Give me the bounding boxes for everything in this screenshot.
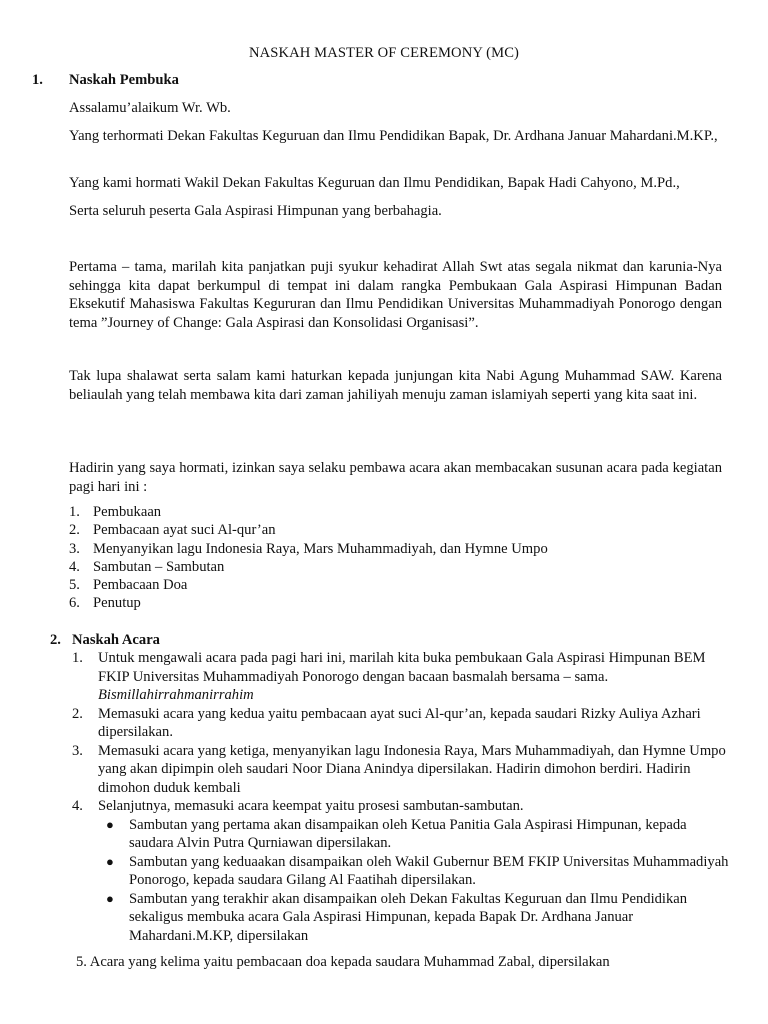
- paragraph-peserta: Serta seluruh peserta Gala Aspirasi Himpunan yang berbahagia.: [69, 203, 442, 219]
- list-item: 4. Sambutan – Sambutan: [69, 558, 225, 575]
- section-1-number: 1.: [32, 72, 43, 88]
- list-item: ● Sambutan yang terakhir akan disampaikan oleh Dekan Fakultas Keguruan dan Ilmu Pendidikan sekaligus membuka acara Gala Aspirasi Himpunan, kepada Bapak Dr. Ardhana Januar Mahardani.M.KP, dipersilakan: [106, 890, 688, 944]
- acara-item-2: 2. Memasuki acara yang kedua yaitu pembacaan ayat suci Al-qur’an, kepada saudari Rizky Auliya Azhari dipersilakan.: [72, 705, 701, 740]
- list-item: ● Sambutan yang keduaakan disampaikan oleh Wakil Gubernur BEM FKIP Universitas Muhammadiyah Ponorogo, kepada saudara Gilang Al Faatihah dipersilakan.: [106, 853, 729, 888]
- basmalah-text: Bismillahirrahmanirrahim: [98, 687, 254, 703]
- paragraph-wakil-dekan: Yang kami hormati Wakil Dekan Fakultas Keguruan dan Ilmu Pendidikan, Bapak Hadi Cahyono, M.Pd.,: [69, 175, 680, 191]
- section-2-heading: [50, 631, 160, 650]
- bullet-icon: ●: [106, 853, 114, 869]
- section-2-title: Naskah Acara: [72, 632, 160, 648]
- list-item: ● Sambutan yang pertama akan disampaikan oleh Ketua Panitia Gala Aspirasi Himpunan, kepada saudara Alvin Putra Qurniawan dipersilakan.: [106, 816, 687, 851]
- list-item: 3. Menyanyikan lagu Indonesia Raya, Mars Muhammadiyah, dan Hymne Umpo: [69, 540, 548, 557]
- bullet-icon: ●: [106, 890, 114, 906]
- acara-item-5: 5. Acara yang kelima yaitu pembacaan doa kepada saudara Muhammad Zabal, dipersilakan: [76, 954, 610, 970]
- acara-item-4: 4. Selanjutnya, memasuki acara keempat yaitu prosesi sambutan-sambutan. ● Sambutan yang pertama akan disampaikan oleh Ketua Panitia Gala Aspirasi Himpunan, kepada saudara Alvin Putra Qurniawan dipersilakan. ● Sambutan yang keduaakan disampaikan oleh Wakil Gubernur BEM FKIP Universitas Muhammadiyah Ponorogo, kepada saudara Gilang Al Faatihah dipersilakan. ● Sambutan yang terakhir akan disampaikan oleh Dekan Fakultas Keguruan dan Ilmu Pendidikan sekaligus membuka acara Gala Aspirasi Himpunan, kepada Bapak Dr. Ardhana Januar Mahardani.M.KP, dipersilakan: [72, 797, 732, 945]
- paragraph-pertama: Pertama – tama, marilah kita panjatkan puji syukur kehadirat Allah Swt atas segala nikmat dan karunia-Nya sehingga kita dapat berkumpul di tempat ini dalam rangka Pembukaan Gala Aspirasi Himpunan Badan Eksekutif Mahasiswa Fakultas Kegururan dan Ilmu Pendidikan Universitas Muhammadiyah Ponorogo dengan tema ”Journey of Change: Gala Aspirasi dan Konsolidasi Organisasi”.: [69, 259, 722, 331]
- list-item: 5. Pembacaan Doa: [69, 577, 188, 594]
- list-item: 2. Pembacaan ayat suci Al-qur’an: [69, 522, 276, 539]
- paragraph-dekan: Yang terhormati Dekan Fakultas Keguruan dan Ilmu Pendidikan Bapak, Dr. Ardhana Januar Mahardani.M.KP.,: [69, 128, 718, 144]
- acara-list: [72, 649, 732, 945]
- greeting: Assalamu’alaikum Wr. Wb.: [69, 100, 231, 116]
- paragraph-hadirin: Hadirin yang saya hormati, izinkan saya selaku pembawa acara akan membacakan susunan acara pada kegiatan pagi hari ini :: [69, 460, 722, 495]
- list-item: 1. Pembukaan: [69, 504, 162, 520]
- sambutan-list: [98, 816, 732, 946]
- paragraph-shalawat: Tak lupa shalawat serta salam kami haturkan kepada junjungan kita Nabi Agung Muhammad SAW. Karena beliaulah yang telah membawa kita dari zaman jahiliyah menuju zaman islamiyah seperti yang kita saat ini.: [69, 368, 722, 403]
- section-1-heading: [32, 71, 179, 90]
- agenda-list: [69, 503, 548, 613]
- section-2-number: 2.: [50, 632, 61, 648]
- section-1-title: Naskah Pembuka: [69, 72, 179, 88]
- acara-item-1: 1. Untuk mengawali acara pada pagi hari ini, marilah kita buka pembukaan Gala Aspirasi Himpunan BEM FKIP Universitas Muhammadiyah Ponorogo dengan bacaan basmalah bersama – sama. Bismillahirrahmanirrahim: [72, 649, 732, 705]
- acara-item-3: 3. Memasuki acara yang ketiga, menyanyikan lagu Indonesia Raya, Mars Muhammadiyah, dan Hymne Umpo yang akan dipimpin oleh saudari Noor Diana Anindya dipersilakan. Hadirin dimohon berdiri. Hadirin dimohon duduk kembali: [72, 742, 726, 796]
- list-item: 6. Penutup: [69, 595, 141, 612]
- bullet-icon: ●: [106, 816, 114, 832]
- document-title: NASKAH MASTER OF CEREMONY (MC): [248, 45, 520, 61]
